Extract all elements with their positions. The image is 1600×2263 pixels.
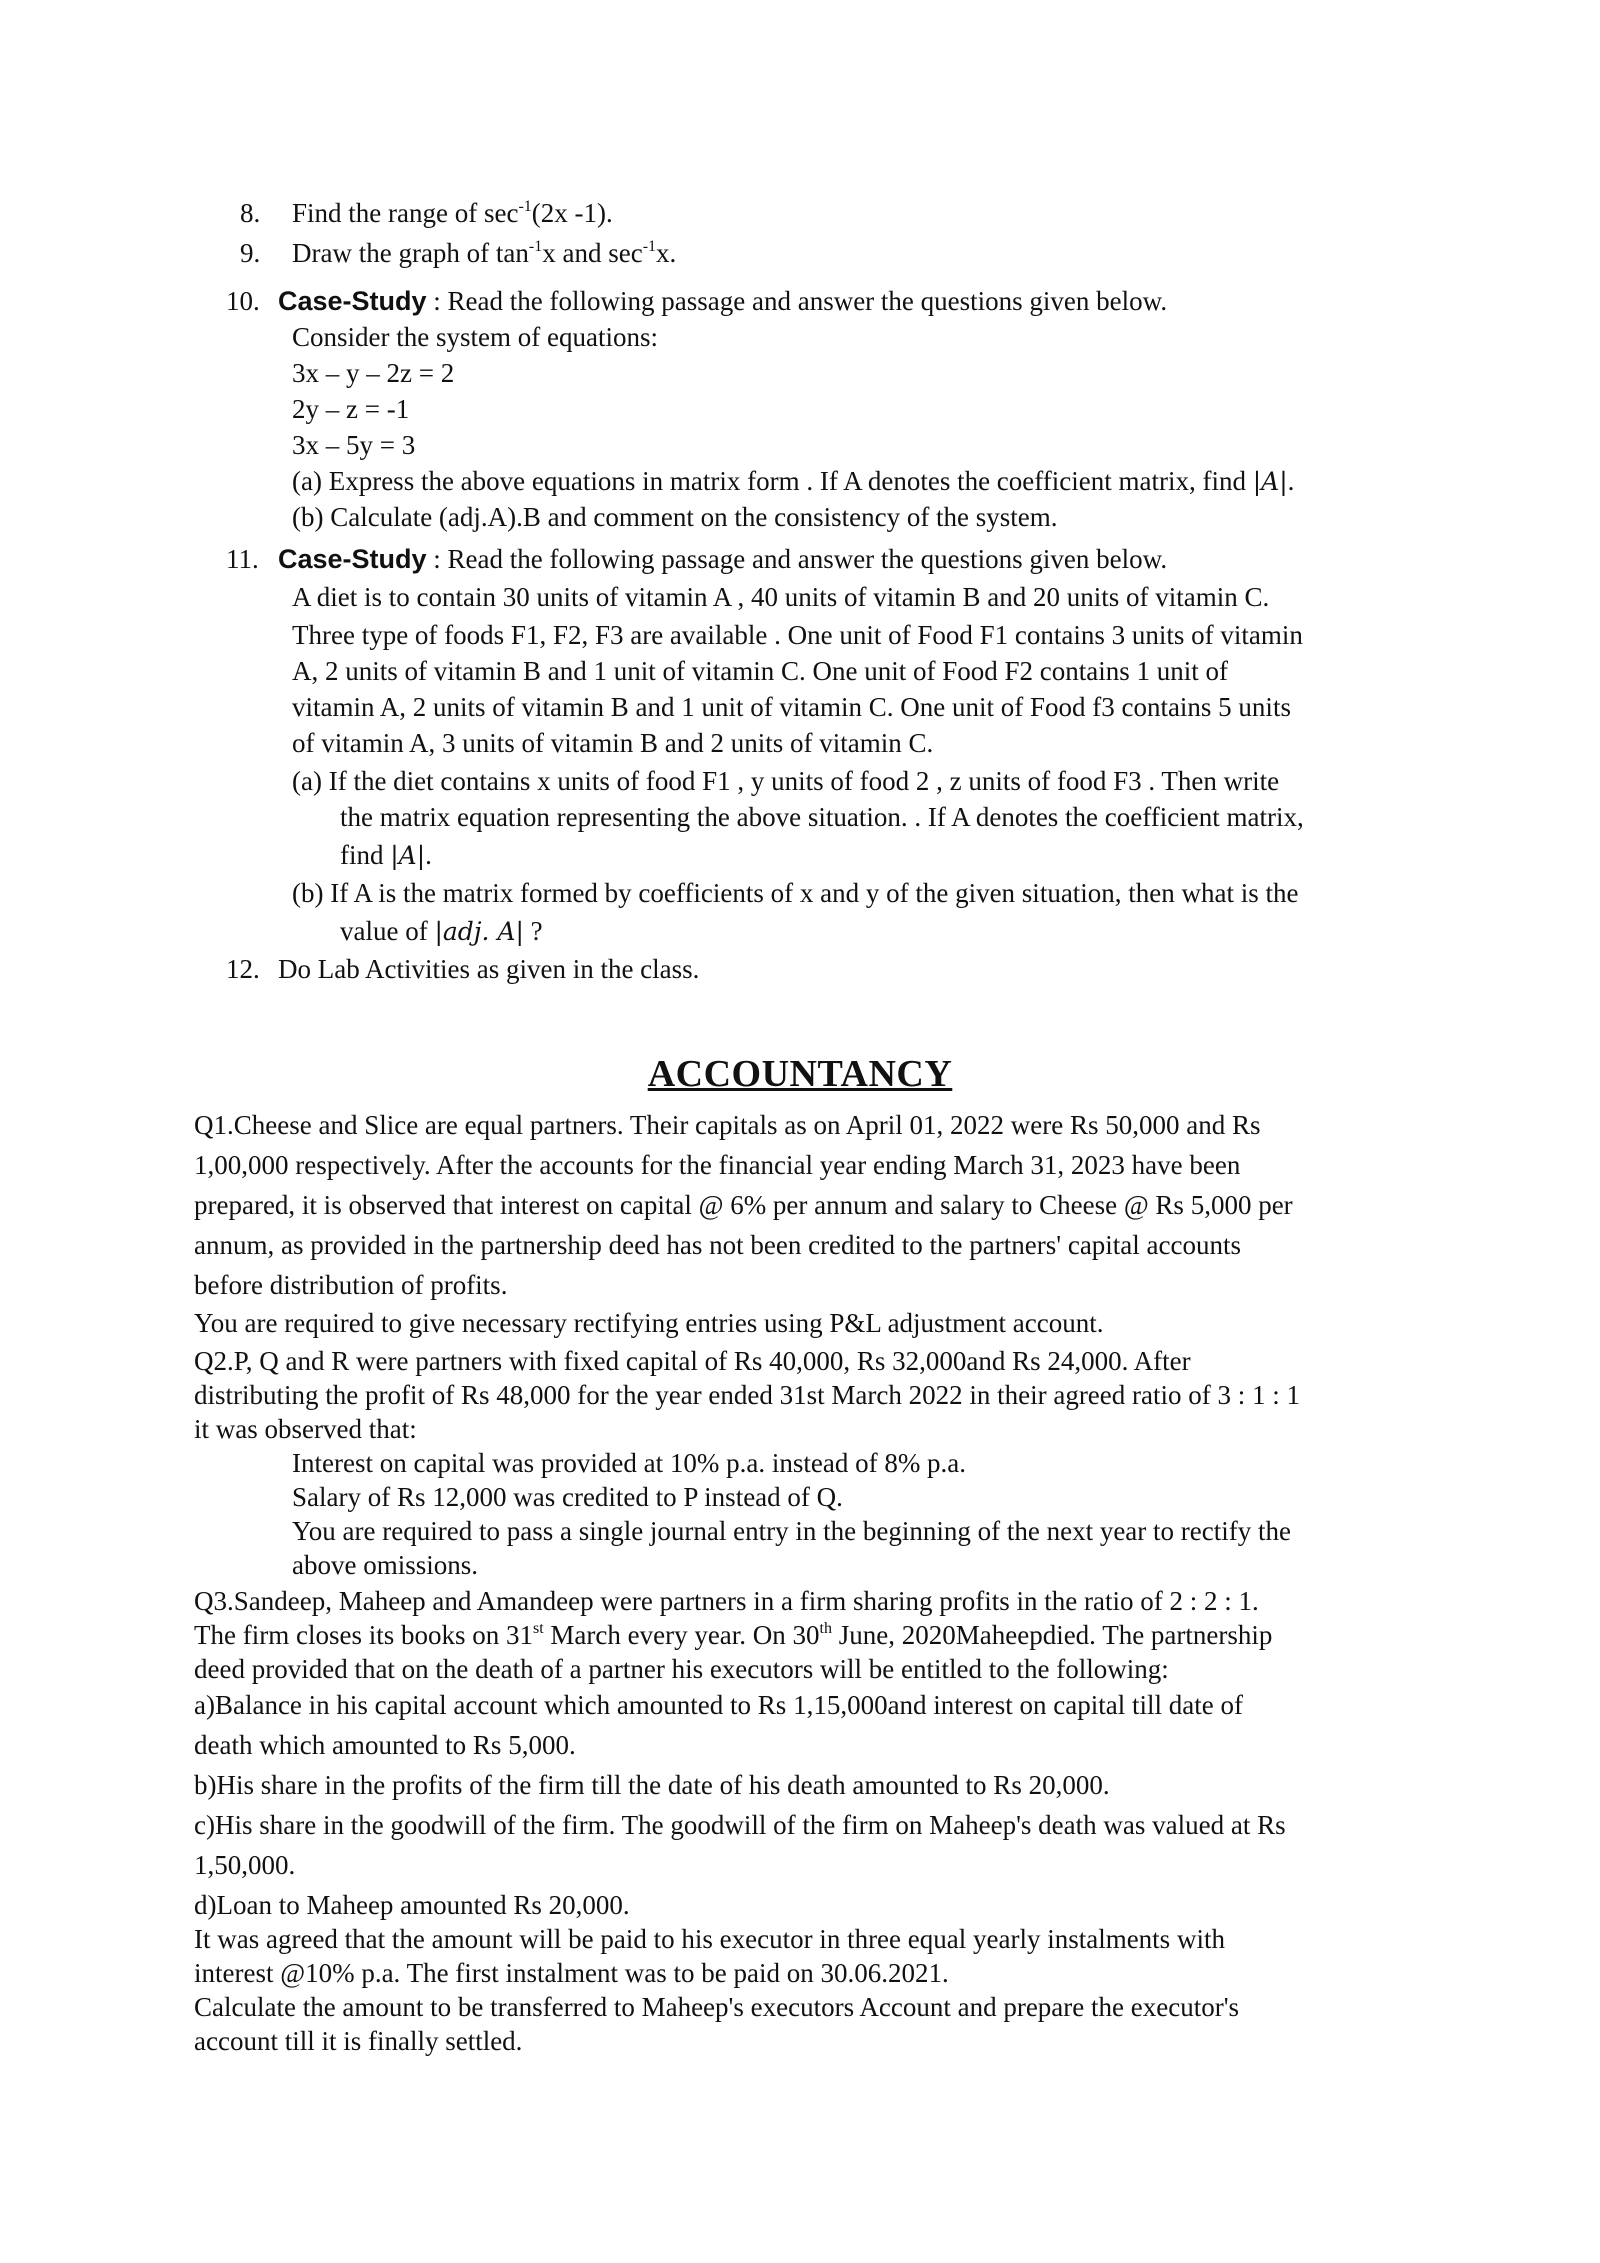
paragraph-line: it was observed that: (194, 1414, 417, 1444)
question-text: of vitamin A, 3 units of vitamin B and 2 units of vitamin C. (292, 728, 934, 758)
paragraph-line: deed provided that on the death of a partner his executors will be entitled to the following: (194, 1654, 1169, 1684)
superscript: th (819, 1620, 832, 1637)
question-text: Three type of foods F1, F2, F3 are available . One unit of Food F1 contains 3 units of vitamin (292, 620, 1303, 650)
question-text: . (425, 840, 432, 870)
question-text: : Read the following passage and answer the questions given below. (426, 286, 1168, 316)
paragraph-line: d)Loan to Maheep amounted Rs 20,000. (194, 1890, 630, 1920)
paragraph-line: Calculate the amount to be transferred to Maheep's executors Account and prepare the executor's (194, 1992, 1240, 2022)
question-text: . (1287, 466, 1295, 496)
question-number: 8. (240, 198, 261, 228)
paragraph-line: You are required to pass a single journal entry in the beginning of the next year to rectify the (292, 1516, 1291, 1546)
paragraph-line: a)Balance in his capital account which amounted to Rs 1,15,000and interest on capital till date of (194, 1690, 1243, 1720)
paragraph-line: c)His share in the goodwill of the firm. The goodwill of the firm on Maheep's death was valued at Rs (194, 1810, 1286, 1840)
paragraph-line: above omissions. (292, 1550, 478, 1580)
superscript: -1 (528, 238, 543, 255)
question-number: 11. (226, 544, 259, 574)
math-expression: |adj. A| (434, 917, 524, 946)
paragraph-line: annum, as provided in the partnership deed has not been credited to the partners' capital accounts (194, 1230, 1242, 1260)
math-expression: |A| (1252, 467, 1288, 496)
paragraph-line: Q1.Cheese and Slice are equal partners. Their capitals as on April 01, 2022 were Rs 50,000 and Rs (194, 1110, 1261, 1140)
question-text: x. (656, 238, 677, 268)
question-text: A, 2 units of vitamin B and 1 unit of vitamin C. One unit of Food F2 contains 1 unit of (292, 656, 1228, 686)
paragraph-line: It was agreed that the amount will be paid to his executor in three equal yearly instalments with (194, 1924, 1225, 1954)
question-8 (240, 196, 613, 230)
question-number: 9. (240, 238, 261, 268)
question-text: ? (523, 916, 543, 946)
paragraph-line: Salary of Rs 12,000 was credited to P instead of Q. (292, 1482, 843, 1512)
question-text (340, 838, 432, 873)
paragraph-line: 1,50,000. (194, 1850, 296, 1880)
question-11 (226, 542, 1168, 576)
question-text: Draw the graph of tan (292, 238, 529, 268)
question-text: vitamin A, 2 units of vitamin B and 1 unit of vitamin C. One unit of Food f3 contains 5 units (292, 692, 1291, 722)
question-text: (2x -1). (531, 198, 613, 228)
question-text: Find the range of sec (292, 198, 519, 228)
question-text: x and sec (542, 238, 643, 268)
paragraph-line (194, 1618, 1272, 1652)
question-9 (240, 236, 676, 270)
question-text (340, 914, 543, 949)
sub-question-a (292, 464, 1294, 499)
question-text: : Read the following passage and answer the questions given below. (426, 544, 1168, 574)
question-text: A diet is to contain 30 units of vitamin A , 40 units of vitamin B and 20 units of vitamin C. (292, 582, 1270, 612)
paragraph-line: b)His share in the profits of the firm till the date of his death amounted to Rs 20,000. (194, 1770, 1110, 1800)
question-text: (a) Express the above equations in matrix form . If A denotes the coefficient matrix, find (292, 466, 1253, 496)
text-run: The firm closes its books on 31 (194, 1620, 533, 1650)
section-heading: ACCOUNTANCY (647, 1053, 953, 1095)
question-text: the matrix equation representing the above situation. . If A denotes the coefficient matrix, (340, 802, 1304, 832)
paragraph-line: Q3.Sandeep, Maheep and Amandeep were partners in a firm sharing profits in the ratio of 2 : 2 : 1. (194, 1586, 1259, 1616)
paragraph-line: interest @10% p.a. The first instalment was to be paid on 30.06.2021. (194, 1958, 949, 1988)
sub-question-b: (b) Calculate (adj.A).B and comment on the consistency of the system. (292, 502, 1058, 532)
superscript: -1 (518, 198, 532, 215)
paragraph-line: You are required to give necessary rectifying entries using P&L adjustment account. (194, 1308, 1104, 1338)
question-text: value of (340, 916, 435, 946)
sub-question-a: (a) If the diet contains x units of food F1 , y units of food 2 , z units of food F3 . Then write (292, 766, 1280, 796)
paragraph-line: Q2.P, Q and R were partners with fixed capital of Rs 40,000, Rs 32,000and Rs 24,000. After (194, 1346, 1191, 1376)
equation: 3x – 5y = 3 (292, 430, 416, 460)
question-number: 10. (226, 286, 260, 316)
math-expression: |A| (390, 841, 426, 870)
paragraph-line: prepared, it is observed that interest on capital @ 6% per annum and salary to Cheese @ Rs 5,000 per (194, 1190, 1293, 1220)
case-study-label: Case-Study (278, 544, 427, 574)
superscript: -1 (642, 238, 657, 255)
paragraph-line: before distribution of profits. (194, 1270, 508, 1300)
equation: 2y – z = -1 (292, 394, 410, 424)
question-text: Consider the system of equations: (292, 322, 658, 352)
superscript: st (532, 1620, 544, 1637)
text-run: March every year. On 30 (543, 1620, 820, 1650)
equation: 3x – y – 2z = 2 (292, 358, 455, 388)
paragraph-line: account till it is finally settled. (194, 2026, 523, 2056)
paragraph-line: death which amounted to Rs 5,000. (194, 1730, 576, 1760)
paragraph-line: Interest on capital was provided at 10% p.a. instead of 8% p.a. (292, 1448, 967, 1478)
sub-question-b: (b) If A is the matrix formed by coefficients of x and y of the given situation, then what is the (292, 878, 1299, 908)
question-10 (226, 284, 1168, 318)
paragraph-line: 1,00,000 respectively. After the accounts for the financial year ending March 31, 2023 have been (194, 1150, 1241, 1180)
question-text: find (340, 840, 391, 870)
question-text: Do Lab Activities as given in the class. (278, 954, 700, 984)
text-run: June, 2020Maheepdied. The partnership (832, 1620, 1273, 1650)
question-number: 12. (226, 954, 260, 984)
case-study-label: Case-Study (278, 286, 427, 316)
question-12 (226, 952, 700, 986)
paragraph-line: distributing the profit of Rs 48,000 for the year ended 31st March 2022 in their agreed ratio of 3 : 1 : 1 (194, 1380, 1300, 1410)
